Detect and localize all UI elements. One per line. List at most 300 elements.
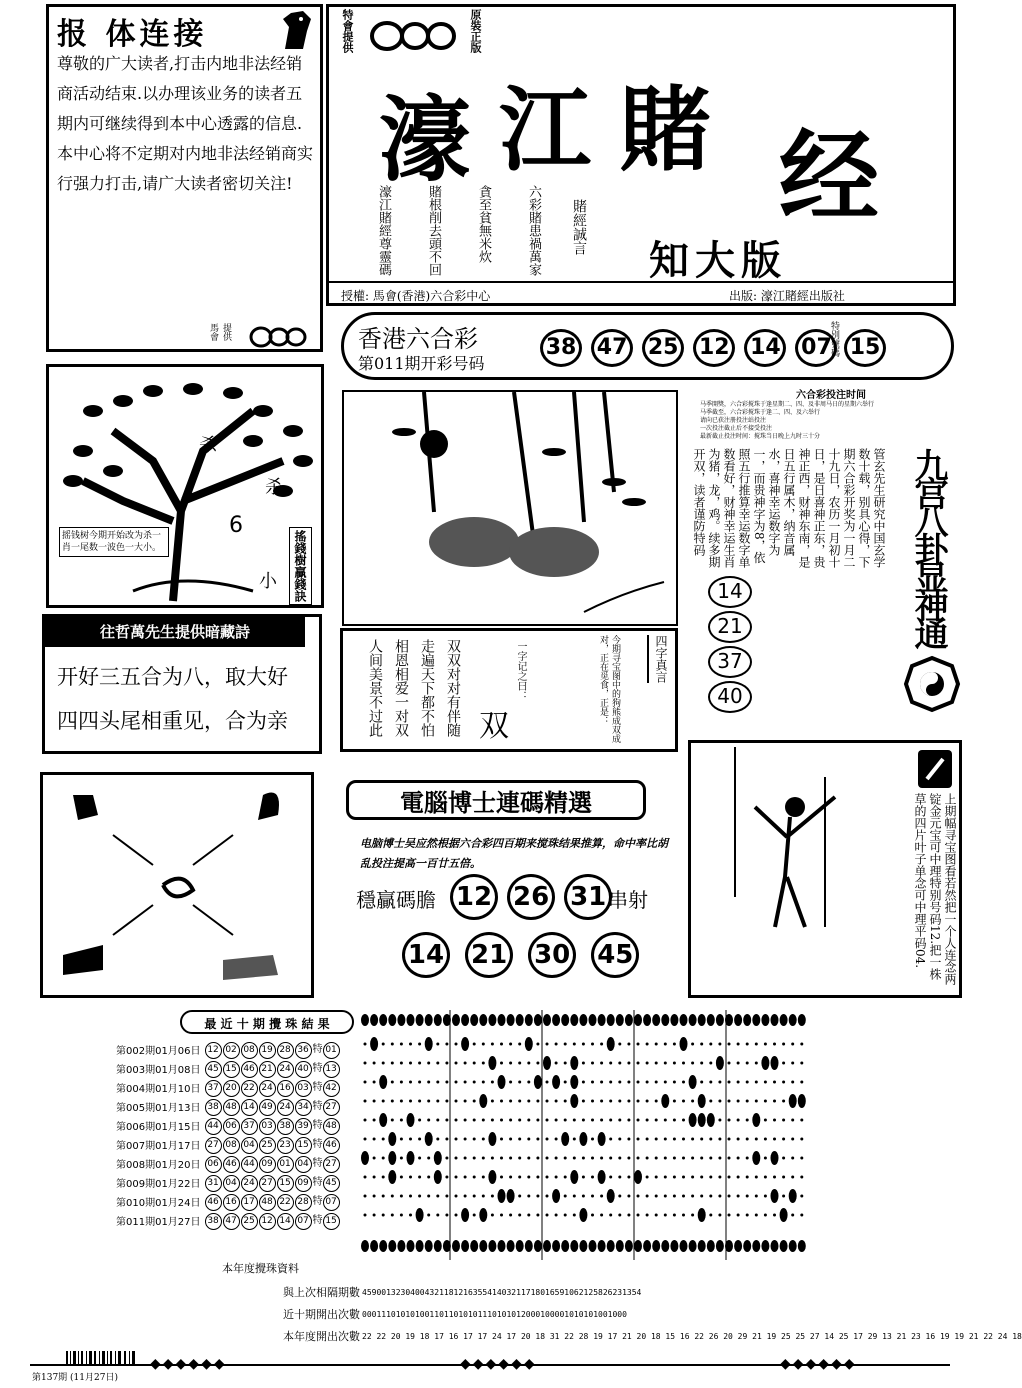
- grid-header-dot: [470, 1014, 478, 1026]
- grid-dot: [700, 1081, 703, 1084]
- grid-dot: [709, 1176, 712, 1179]
- grid-header-dot: [607, 1014, 615, 1026]
- grid-dot: [627, 1043, 630, 1046]
- grid-dot: [400, 1176, 403, 1179]
- grid-dot: [746, 1062, 749, 1065]
- grid-dot: [573, 1138, 576, 1141]
- grid-hit-dot: [498, 1075, 506, 1089]
- grid-dot: [527, 1157, 530, 1160]
- notice-title: 报 体连接: [57, 17, 208, 52]
- grid-dot: [382, 1176, 385, 1179]
- grid-dot: [646, 1176, 649, 1179]
- grid-dot: [609, 1100, 612, 1103]
- grid-dot: [627, 1119, 630, 1122]
- grid-header-dot: [361, 1014, 369, 1026]
- grid-dot: [664, 1214, 667, 1217]
- grid-dot: [445, 1043, 448, 1046]
- grid-dot: [473, 1100, 476, 1103]
- history-row: [116, 1040, 341, 1059]
- grid-dot: [582, 1119, 585, 1122]
- history-number: 09: [259, 1156, 276, 1173]
- grid-hit-dot: [461, 1208, 469, 1222]
- grid-special-dot: [764, 1176, 767, 1179]
- treasure-logo-icon: [917, 749, 953, 793]
- grid-dot: [746, 1119, 749, 1122]
- masthead-title-char-2: 江: [499, 77, 592, 184]
- grid-footer-dot: [425, 1240, 433, 1252]
- grid-dot: [455, 1100, 458, 1103]
- grid-dot: [673, 1081, 676, 1084]
- doctor-extra-number: 14: [402, 932, 450, 978]
- grid-dot: [655, 1100, 658, 1103]
- grid-dot: [527, 1119, 530, 1122]
- history-number: 36: [295, 1042, 312, 1059]
- grid-header-dot: [680, 1014, 688, 1026]
- grid-dot: [737, 1043, 740, 1046]
- grid-hit-dot: [634, 1170, 642, 1184]
- grid-dot: [418, 1176, 421, 1179]
- grid-footer-dot: [716, 1240, 724, 1252]
- grid-dot: [546, 1157, 549, 1160]
- grid-hit-dot: [689, 1113, 697, 1127]
- grid-dot: [573, 1214, 576, 1217]
- history-number: 27: [259, 1175, 276, 1192]
- grid-dot: [718, 1157, 721, 1160]
- grid-dot: [773, 1214, 776, 1217]
- grid-dot: [764, 1043, 767, 1046]
- grid-header-dot: [652, 1014, 660, 1026]
- grid-dot: [482, 1195, 485, 1198]
- grid-dot: [618, 1176, 621, 1179]
- grid-dot: [700, 1195, 703, 1198]
- masthead: [326, 4, 956, 306]
- grid-dot: [527, 1176, 530, 1179]
- grid-header-dot: [798, 1014, 806, 1026]
- history-title: 最 近 十 期 攪 珠 結 果: [180, 1010, 354, 1034]
- grid-dot: [445, 1214, 448, 1217]
- history-number: 03: [259, 1118, 276, 1135]
- grid-header-dot: [689, 1014, 697, 1026]
- grid-footer-dot: [470, 1240, 478, 1252]
- grid-dot: [564, 1062, 567, 1065]
- grid-dot: [682, 1176, 685, 1179]
- grid-dot: [509, 1214, 512, 1217]
- history-numbers: [205, 1211, 341, 1230]
- grid-header-dot: [552, 1014, 560, 1026]
- history-number: 28: [295, 1194, 312, 1211]
- grid-dot: [691, 1062, 694, 1065]
- history-numbers: [205, 1154, 341, 1173]
- grid-hit-dot: [771, 1189, 779, 1203]
- grid-dot: [546, 1138, 549, 1141]
- grid-dot: [373, 1062, 376, 1065]
- grid-dot: [500, 1157, 503, 1160]
- grid-dot: [445, 1062, 448, 1065]
- grid-dot: [709, 1214, 712, 1217]
- grid-dot: [564, 1176, 567, 1179]
- history-period: 第005期01月13日: [116, 1103, 201, 1114]
- doctor-extra-number: 45: [591, 932, 639, 978]
- poem-line-1: 开好三五合为八，取大好: [57, 665, 288, 689]
- grid-dot: [673, 1157, 676, 1160]
- grid-dot: [473, 1195, 476, 1198]
- stats-row: 22 22 20 19 18 17 16 17 17 24 17 20 18 31 22 28 19 17 21 20 18 15 16 22 26 20 29 21 19 25 25 27 14 25 17 29 13 21 23 16 19 19 21 22 24 18: [362, 1332, 1022, 1341]
- grid-header-dot: [698, 1014, 706, 1026]
- grid-dot: [427, 1081, 430, 1084]
- grid-dot: [364, 1100, 367, 1103]
- grid-dot: [709, 1062, 712, 1065]
- grid-footer-dot: [707, 1240, 715, 1252]
- grid-dot: [618, 1100, 621, 1103]
- grid-dot: [491, 1157, 494, 1160]
- grid-dot: [427, 1214, 430, 1217]
- history-number: 15: [223, 1061, 240, 1078]
- tree-six-label: 6: [229, 513, 243, 538]
- character-hint: 今期寻宝图中的狗熊成双成对，正在觅食，正是：: [598, 635, 620, 743]
- grid-hit-dot: [543, 1056, 551, 1070]
- grid-dot: [691, 1138, 694, 1141]
- grid-dot: [409, 1043, 412, 1046]
- grid-header-dot: [434, 1014, 442, 1026]
- grid-hit-dot: [388, 1151, 396, 1165]
- history-number: 01: [277, 1156, 294, 1173]
- grid-footer-dot: [416, 1240, 424, 1252]
- grid-header-dot: [734, 1014, 742, 1026]
- history-special-number: 46: [323, 1137, 340, 1154]
- grid-hit-dot: [461, 1037, 469, 1051]
- grid-dot: [737, 1214, 740, 1217]
- grid-hit-dot: [434, 1151, 442, 1165]
- grid-dot: [436, 1081, 439, 1084]
- grid-hit-dot: [507, 1189, 515, 1203]
- grid-footer-dot: [407, 1240, 415, 1252]
- grid-dot: [737, 1157, 740, 1160]
- grid-dot: [536, 1100, 539, 1103]
- history-number: 17: [241, 1194, 258, 1211]
- grid-dot: [746, 1176, 749, 1179]
- tree-small-label: 小: [259, 571, 277, 592]
- grid-dot: [800, 1081, 803, 1084]
- grid-dot: [746, 1138, 749, 1141]
- grid-hit-dot: [661, 1094, 669, 1108]
- grid-hit-dot: [698, 1113, 706, 1127]
- grid-hit-dot: [361, 1151, 369, 1165]
- grid-footer-dot: [771, 1240, 779, 1252]
- grid-dot: [364, 1062, 367, 1065]
- poem-col-4: 六彩賭患禍萬家: [526, 185, 541, 276]
- grid-dot: [400, 1081, 403, 1084]
- grid-dot: [509, 1157, 512, 1160]
- grid-hit-dot: [434, 1170, 442, 1184]
- lottery-name: 香港六合彩: [358, 325, 478, 353]
- barcode-icon: [66, 1350, 136, 1369]
- grid-footer-dot: [652, 1240, 660, 1252]
- grid-dot: [364, 1081, 367, 1084]
- history-row: [116, 1135, 341, 1154]
- grid-dot: [673, 1195, 676, 1198]
- grid-dot: [682, 1062, 685, 1065]
- grid-dot: [518, 1195, 521, 1198]
- notice-box: [46, 4, 323, 352]
- grid-dot: [637, 1214, 640, 1217]
- rules-panel: [700, 386, 962, 446]
- grid-footer-dot: [689, 1240, 697, 1252]
- grid-header-dot: [634, 1014, 642, 1026]
- grid-footer-dot: [598, 1240, 606, 1252]
- grid-hit-dot: [771, 1151, 779, 1165]
- grid-dot: [409, 1081, 412, 1084]
- grid-dot: [782, 1195, 785, 1198]
- history-number: 22: [241, 1080, 258, 1097]
- grid-dot: [455, 1214, 458, 1217]
- grid-dot: [627, 1138, 630, 1141]
- lottery-number: 14: [744, 329, 786, 367]
- grid-hit-dot: [789, 1189, 797, 1203]
- grid-dot: [800, 1062, 803, 1065]
- grid-dot: [464, 1176, 467, 1179]
- grid-dot: [400, 1043, 403, 1046]
- grid-header-dot: [761, 1014, 769, 1026]
- grid-hit-dot: [598, 1170, 606, 1184]
- grid-dot: [427, 1157, 430, 1160]
- history-number: 19: [259, 1042, 276, 1059]
- grid-dot: [691, 1157, 694, 1160]
- grid-dot: [382, 1157, 385, 1160]
- grid-dot: [609, 1176, 612, 1179]
- footer-diamonds-icon: ◆◆◆◆◆◆: [460, 1356, 537, 1372]
- grid-hit-dot: [498, 1189, 506, 1203]
- grid-hit-dot: [607, 1037, 615, 1051]
- grid-dot: [800, 1214, 803, 1217]
- grid-footer-dot: [461, 1240, 469, 1252]
- grid-dot: [755, 1195, 758, 1198]
- history-number: 44: [205, 1118, 222, 1135]
- stats-values: [362, 1282, 1022, 1348]
- tree-note: 摇钱树今期开始改为杀一肖一尾数一波色一大小。: [59, 527, 169, 557]
- grid-hit-dot: [488, 1132, 496, 1146]
- grid-hit-dot: [425, 1037, 433, 1051]
- grid-dot: [673, 1176, 676, 1179]
- history-row: [116, 1173, 341, 1192]
- history-special-number: 13: [323, 1061, 340, 1078]
- treasure-illustration: [695, 747, 885, 947]
- history-number: 25: [259, 1137, 276, 1154]
- grid-dot: [509, 1119, 512, 1122]
- grid-footer-dot: [570, 1240, 578, 1252]
- rules-line: 一次投注截止后不接受投注: [700, 425, 773, 432]
- history-number: 09: [295, 1175, 312, 1192]
- doctor-main-number: 12: [450, 874, 498, 920]
- grid-dot: [782, 1157, 785, 1160]
- grid-hit-dot: [488, 1056, 496, 1070]
- history-special-mark: 特: [312, 1158, 323, 1169]
- grid-dot: [737, 1062, 740, 1065]
- grid-dot: [673, 1119, 676, 1122]
- grid-dot: [364, 1176, 367, 1179]
- history-row: [116, 1192, 341, 1211]
- grid-footer-dot: [579, 1240, 587, 1252]
- grid-dot: [700, 1157, 703, 1160]
- grid-hit-dot: [561, 1132, 569, 1146]
- history-special-number: 01: [323, 1042, 340, 1059]
- grid-dot: [664, 1043, 667, 1046]
- grid-hit-dot: [407, 1113, 415, 1127]
- grid-dot: [400, 1100, 403, 1103]
- bagua-numbers: [708, 576, 758, 716]
- grid-dot: [555, 1100, 558, 1103]
- grid-dot: [445, 1119, 448, 1122]
- grid-hit-dot: [598, 1132, 606, 1146]
- grid-footer-dot: [379, 1240, 387, 1252]
- history-special-mark: 特: [312, 1101, 323, 1112]
- history-number: 31: [205, 1175, 222, 1192]
- history-special-number: 15: [323, 1213, 340, 1230]
- history-number: 24: [241, 1175, 258, 1192]
- character-col-1: 双双对对有伴随: [445, 639, 461, 737]
- history-table: [116, 1040, 341, 1230]
- grid-dot: [800, 1043, 803, 1046]
- grid-special-dot: [773, 1138, 776, 1141]
- grid-footer-dot: [589, 1240, 597, 1252]
- poem-col-3: 貪至貧無米炊: [476, 185, 491, 263]
- history-special-mark: 特: [312, 1196, 323, 1207]
- stats-row: 0001110101010011011010101110101012000100001010101001000: [362, 1310, 627, 1319]
- grid-dot: [546, 1100, 549, 1103]
- bagua-number: 14: [708, 576, 752, 608]
- grid-dot: [364, 1214, 367, 1217]
- grid-dot: [373, 1081, 376, 1084]
- grid-dot: [573, 1195, 576, 1198]
- grid-dot: [637, 1100, 640, 1103]
- stats-row: 4590013230400432118121635541403211718016591062125826231354: [362, 1288, 642, 1297]
- grid-dot: [618, 1138, 621, 1141]
- rules-line: 最新截止投注时间：搅珠当日晚上九时三十分: [700, 433, 821, 440]
- grid-dot: [591, 1157, 594, 1160]
- history-number: 02: [223, 1042, 240, 1059]
- grid-dot: [591, 1062, 594, 1065]
- grid-header-dot: [743, 1014, 751, 1026]
- grid-dot: [391, 1062, 394, 1065]
- history-number: 38: [205, 1099, 222, 1116]
- lottery-banner: [341, 312, 954, 380]
- grid-dot: [746, 1195, 749, 1198]
- tree-kill-label-1: 杀: [199, 435, 217, 456]
- grid-hit-dot: [798, 1094, 806, 1108]
- masthead-poem: [375, 185, 585, 281]
- grid-dot: [564, 1043, 567, 1046]
- grid-dot: [627, 1214, 630, 1217]
- history-numbers: [205, 1135, 341, 1154]
- grid-dot: [473, 1043, 476, 1046]
- grid-dot: [637, 1062, 640, 1065]
- lottery-numbers: [540, 329, 841, 367]
- grid-dot: [709, 1157, 712, 1160]
- grid-dot: [373, 1176, 376, 1179]
- grid-dot: [518, 1157, 521, 1160]
- grid-dot: [782, 1176, 785, 1179]
- rules-title: 六合彩投注时间: [796, 390, 866, 401]
- grid-dot: [618, 1081, 621, 1084]
- grid-dot: [655, 1138, 658, 1141]
- history-number: 08: [223, 1137, 240, 1154]
- grid-dot: [391, 1195, 394, 1198]
- grid-dot: [582, 1081, 585, 1084]
- history-number: 04: [241, 1137, 258, 1154]
- grid-dot: [500, 1214, 503, 1217]
- grid-dot: [746, 1100, 749, 1103]
- grid-footer-dot: [798, 1240, 806, 1252]
- grid-dot: [373, 1157, 376, 1160]
- grid-hit-dot: [752, 1113, 760, 1127]
- history-number: 12: [259, 1213, 276, 1230]
- grid-dot: [728, 1195, 731, 1198]
- grid-header-dot: [507, 1014, 515, 1026]
- grid-dot: [427, 1119, 430, 1122]
- grid-dot: [600, 1214, 603, 1217]
- grid-dot: [382, 1043, 385, 1046]
- grid-dot: [655, 1043, 658, 1046]
- grid-dot: [782, 1100, 785, 1103]
- history-special-number: 42: [323, 1080, 340, 1097]
- grid-hit-dot: [388, 1132, 396, 1146]
- grid-header-dot: [452, 1014, 460, 1026]
- grid-dot: [555, 1214, 558, 1217]
- grid-dot: [709, 1081, 712, 1084]
- grid-footer-dot: [752, 1240, 760, 1252]
- poem-title: 往哲萬先生提供暗藏詩: [45, 617, 305, 647]
- grid-dot: [609, 1214, 612, 1217]
- grid-dot: [418, 1081, 421, 1084]
- grid-dot: [591, 1176, 594, 1179]
- logo-loops-icon: [249, 325, 309, 353]
- grid-hit-dot: [607, 1189, 615, 1203]
- grid-dot: [718, 1081, 721, 1084]
- grid-dot: [536, 1157, 539, 1160]
- grid-dot: [718, 1176, 721, 1179]
- grid-header-dot: [752, 1014, 760, 1026]
- grid-hit-dot: [570, 1170, 578, 1184]
- masthead-footer-line: [329, 281, 953, 283]
- grid-dot: [518, 1043, 521, 1046]
- masthead-edition: 知大版: [649, 237, 787, 284]
- grid-dot: [655, 1062, 658, 1065]
- grid-dot: [718, 1119, 721, 1122]
- history-number: 40: [295, 1061, 312, 1078]
- grid-dot: [764, 1081, 767, 1084]
- grid-dot: [718, 1195, 721, 1198]
- grid-dot: [382, 1062, 385, 1065]
- grid-dot: [791, 1138, 794, 1141]
- grid-hit-dot: [579, 1132, 587, 1146]
- grid-dot: [728, 1119, 731, 1122]
- grid-dot: [718, 1214, 721, 1217]
- grid-dot: [646, 1043, 649, 1046]
- grid-dot: [436, 1138, 439, 1141]
- grid-dot: [664, 1062, 667, 1065]
- footer-diamonds-icon: ◆◆◆◆◆◆: [780, 1356, 857, 1372]
- grid-dot: [509, 1100, 512, 1103]
- grid-header-dot: [598, 1014, 606, 1026]
- grid-dot: [746, 1214, 749, 1217]
- grid-dot: [773, 1119, 776, 1122]
- grid-dot: [773, 1176, 776, 1179]
- grid-dot: [673, 1214, 676, 1217]
- stats-title: 本年度攪珠資料: [222, 1262, 299, 1275]
- grid-dot: [746, 1157, 749, 1160]
- poem-col-2: 賭根削去頭不回: [426, 185, 441, 276]
- grid-header-dot: [771, 1014, 779, 1026]
- doctor-main-numbers: [450, 874, 616, 920]
